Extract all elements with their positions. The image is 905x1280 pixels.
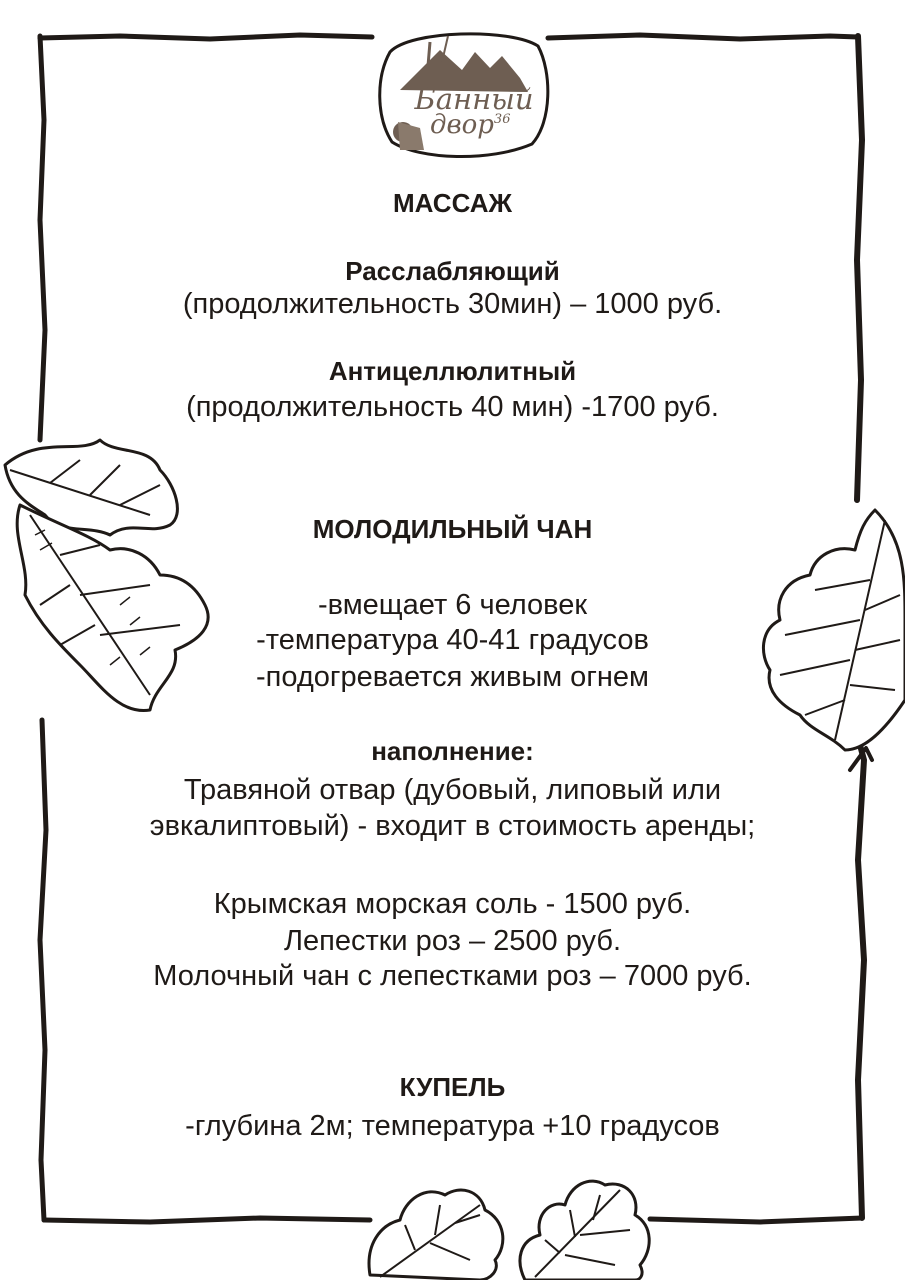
oak-leaf-bottom-right-icon <box>505 1165 655 1280</box>
massage-anticellulite-detail: (продолжительность 40 мин) -1700 руб. <box>186 391 719 423</box>
vat-extra-rose-petals: Лепестки роз – 2500 руб. <box>283 925 622 957</box>
vat-filling-line-1: Травяной отвар (дубовый, липовый или <box>183 774 722 806</box>
massage-section-title: МАССАЖ <box>393 188 512 218</box>
vat-filling-line-2: эвкалиптовый) - входит в стоимость аренды; <box>149 810 756 842</box>
vat-feature-capacity: -вмещает 6 человек <box>317 589 588 621</box>
oak-leaf-bottom-left-icon <box>360 1165 510 1280</box>
logo-suffix: 36 <box>493 112 511 127</box>
logo-text-line2 <box>430 110 540 140</box>
vat-feature-heating: -подогревается живым огнем <box>256 661 649 693</box>
plunge-detail: -глубина 2м; температура +10 градусов <box>185 1110 720 1142</box>
logo-text-dvor: двор <box>430 110 494 140</box>
massage-relaxing-name: Расслабляющий <box>345 256 560 286</box>
brand-logo <box>370 22 555 162</box>
vat-extra-sea-salt: Крымская морская соль - 1500 руб. <box>213 888 692 920</box>
plunge-section-title: КУПЕЛЬ <box>399 1072 506 1102</box>
vat-section-title: МОЛОДИЛЬНЫЙ ЧАН <box>312 514 593 544</box>
massage-relaxing-detail: (продолжительность 30мин) – 1000 руб. <box>182 288 723 320</box>
vat-filling-title: наполнение: <box>371 736 534 766</box>
vat-feature-temperature: -температура 40-41 градусов <box>256 624 649 656</box>
massage-anticellulite-name: Антицеллюлитный <box>328 356 577 386</box>
logo-text-line1: Банный <box>414 82 534 116</box>
vat-extra-milk-vat: Молочный чан с лепестками роз – 7000 руб. <box>153 960 752 992</box>
